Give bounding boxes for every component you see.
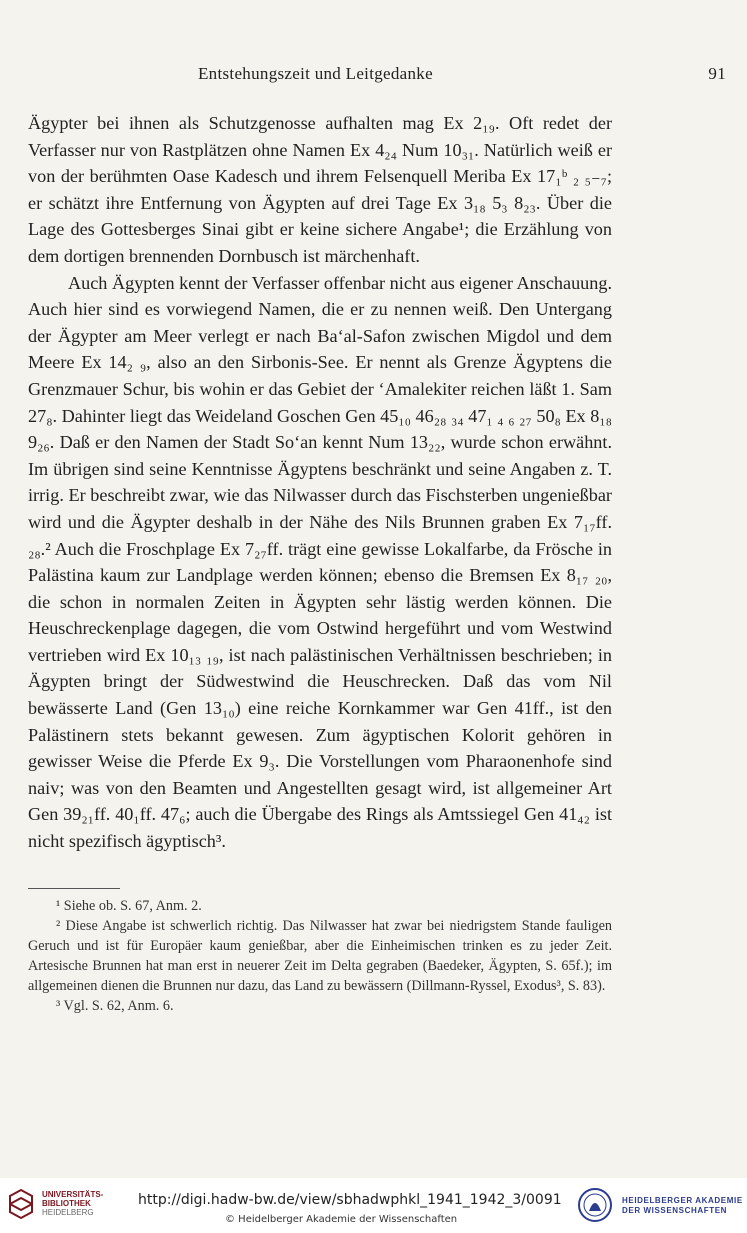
university-library-logo-icon[interactable] [8,1188,34,1222]
library-line-2: BIBLIOTHEK [42,1199,91,1208]
library-line-1: UNIVERSITÄTS- [42,1190,104,1199]
university-library-name [42,1190,103,1217]
paragraph-1: Ägypter bei ihnen als Schutzgenosse aufhalten mag Ex 2₁₉. Oft redet der Verfasser nur von Rastplätzen ohne Namen Ex 4₂₄ Num 10₃₁. Natürlich weiß er von der berühmten Oase Kadesch und ihrem Felsenquell Meriba Ex 17₁ᵇ ₂ ₅₋₇; er schätzt ihre Entfernung von Ägypten auf drei Tage Ex 3₁₈ 5₃ 8₂₃. Über die Lage des Gottesberges Sinai gibt er keine sichere Angabe¹; die Erzählung von dem dortigen brennenden Dornbusch ist märchenhaft. [28,113,612,266]
digitization-footer [0,1178,747,1233]
academy-name [622,1196,743,1216]
document-url-link[interactable]: http://digi.hadw-bw.de/view/sbhadwphkl_1941_1942_3/0091 [138,1192,562,1208]
body-text [28,110,612,855]
academy-line-2: DER WISSENSCHAFTEN [622,1206,728,1215]
footnote-3: ³ Vgl. S. 62, Anm. 6. [56,998,174,1014]
running-title: Entstehungszeit und Leitgedanke [198,64,433,83]
footnote-rule [28,888,120,889]
academy-line-1: HEIDELBERGER AKADEMIE [622,1196,743,1205]
footnotes [28,896,612,1016]
copyright-notice: © Heidelberger Akademie der Wissenschaften [225,1214,458,1225]
page-number: 91 [708,64,726,83]
footnote-1: ¹ Siehe ob. S. 67, Anm. 2. [56,898,202,914]
footnote-2: ² Diese Angabe ist schwerlich richtig. Das Nilwasser hat zwar bei niedrigstem Stande fauligen Geruch und ist für Europäer kaum genießbar, aber die Einheimischen trinken es zu jeder Zeit. Artesische Brunnen hat man erst in neuerer Zeit im Delta gegraben (Baedeker, Ägypten, S. 65f.); im allgemeinen dienen die Brunnen nur dazu, das Land zu bewässern (Dillmann-Ryssel, Exodus³, S. 83). [28,918,612,994]
academy-seal-icon[interactable] [577,1187,613,1223]
paragraph-2: Auch Ägypten kennt der Verfasser offenbar nicht aus eigener Anschauung. Auch hier sind es vorwiegend Namen, die er zu nennen weiß. Den Untergang der Ägypter am Meer verlegt er nach Ba‘al-Safon zwischen Migdol und dem Meere Ex 14₂ ₉, also an den Sirbonis-See. Er nennt als Grenze Ägyptens die Grenzmauer Schur, bis wohin er das Gebiet der ‘Amalekiter reichen läßt 1. Sam 27₈. Dahinter liegt das Weideland Goschen Gen 45₁₀ 46₂₈ ₃₄ 47₁ ₄ ₆ ₂₇ 50₈ Ex 8₁₈ 9₂₆. Daß er den Namen der Stadt So‘an kennt Num 13₂₂, wurde schon erwähnt. Im übrigen sind seine Kenntnisse Ägyptens beschränkt und seine Angaben z. T. irrig. Er beschreibt zwar, wie das Nilwasser durch das Fischsterben ungenießbar wird und die Ägypter deshalb in der Nähe des Nils Brunnen graben Ex 7₁₇ff. ₂₈.² Auch die Froschplage Ex 7₂₇ff. trägt eine gewisse Lokalfarbe, da Frösche in Palästina kaum zur Landplage werden können; ebenso die Bremsen Ex 8₁₇ ₂₀, die schon in normalen Zeiten in Ägypten sehr lästig werden können. Die Heuschreckenplage dagegen, die vom Ostwind hergeführt und vom Westwind vertrieben wird Ex 10₁₃ ₁₉, ist nach palästinischen Verhältnissen beschrieben; in Ägypten bringt der Südwestwind die Heuschrecken. Daß das vom Nil bewässerte Land (Gen 13₁₀) eine reiche Kornkammer war Gen 41ff., ist den Palästinern stets bekannt gewesen. Zum ägyptischen Kolorit gehören in gewisser Weise die Pferde Ex 9₃. Die Vorstellungen vom Pharaonenhofe sind naiv; was von den Beamten und Angestellten gesagt wird, ist allgemeiner Art Gen 39₂₁ff. 40₁ff. 47₆; auch die Übergabe des Rings als Amtssiegel Gen 41₄₂ ist nicht spezifisch ägyptisch³. [28,272,612,852]
library-line-3: HEIDELBERG [42,1208,94,1217]
